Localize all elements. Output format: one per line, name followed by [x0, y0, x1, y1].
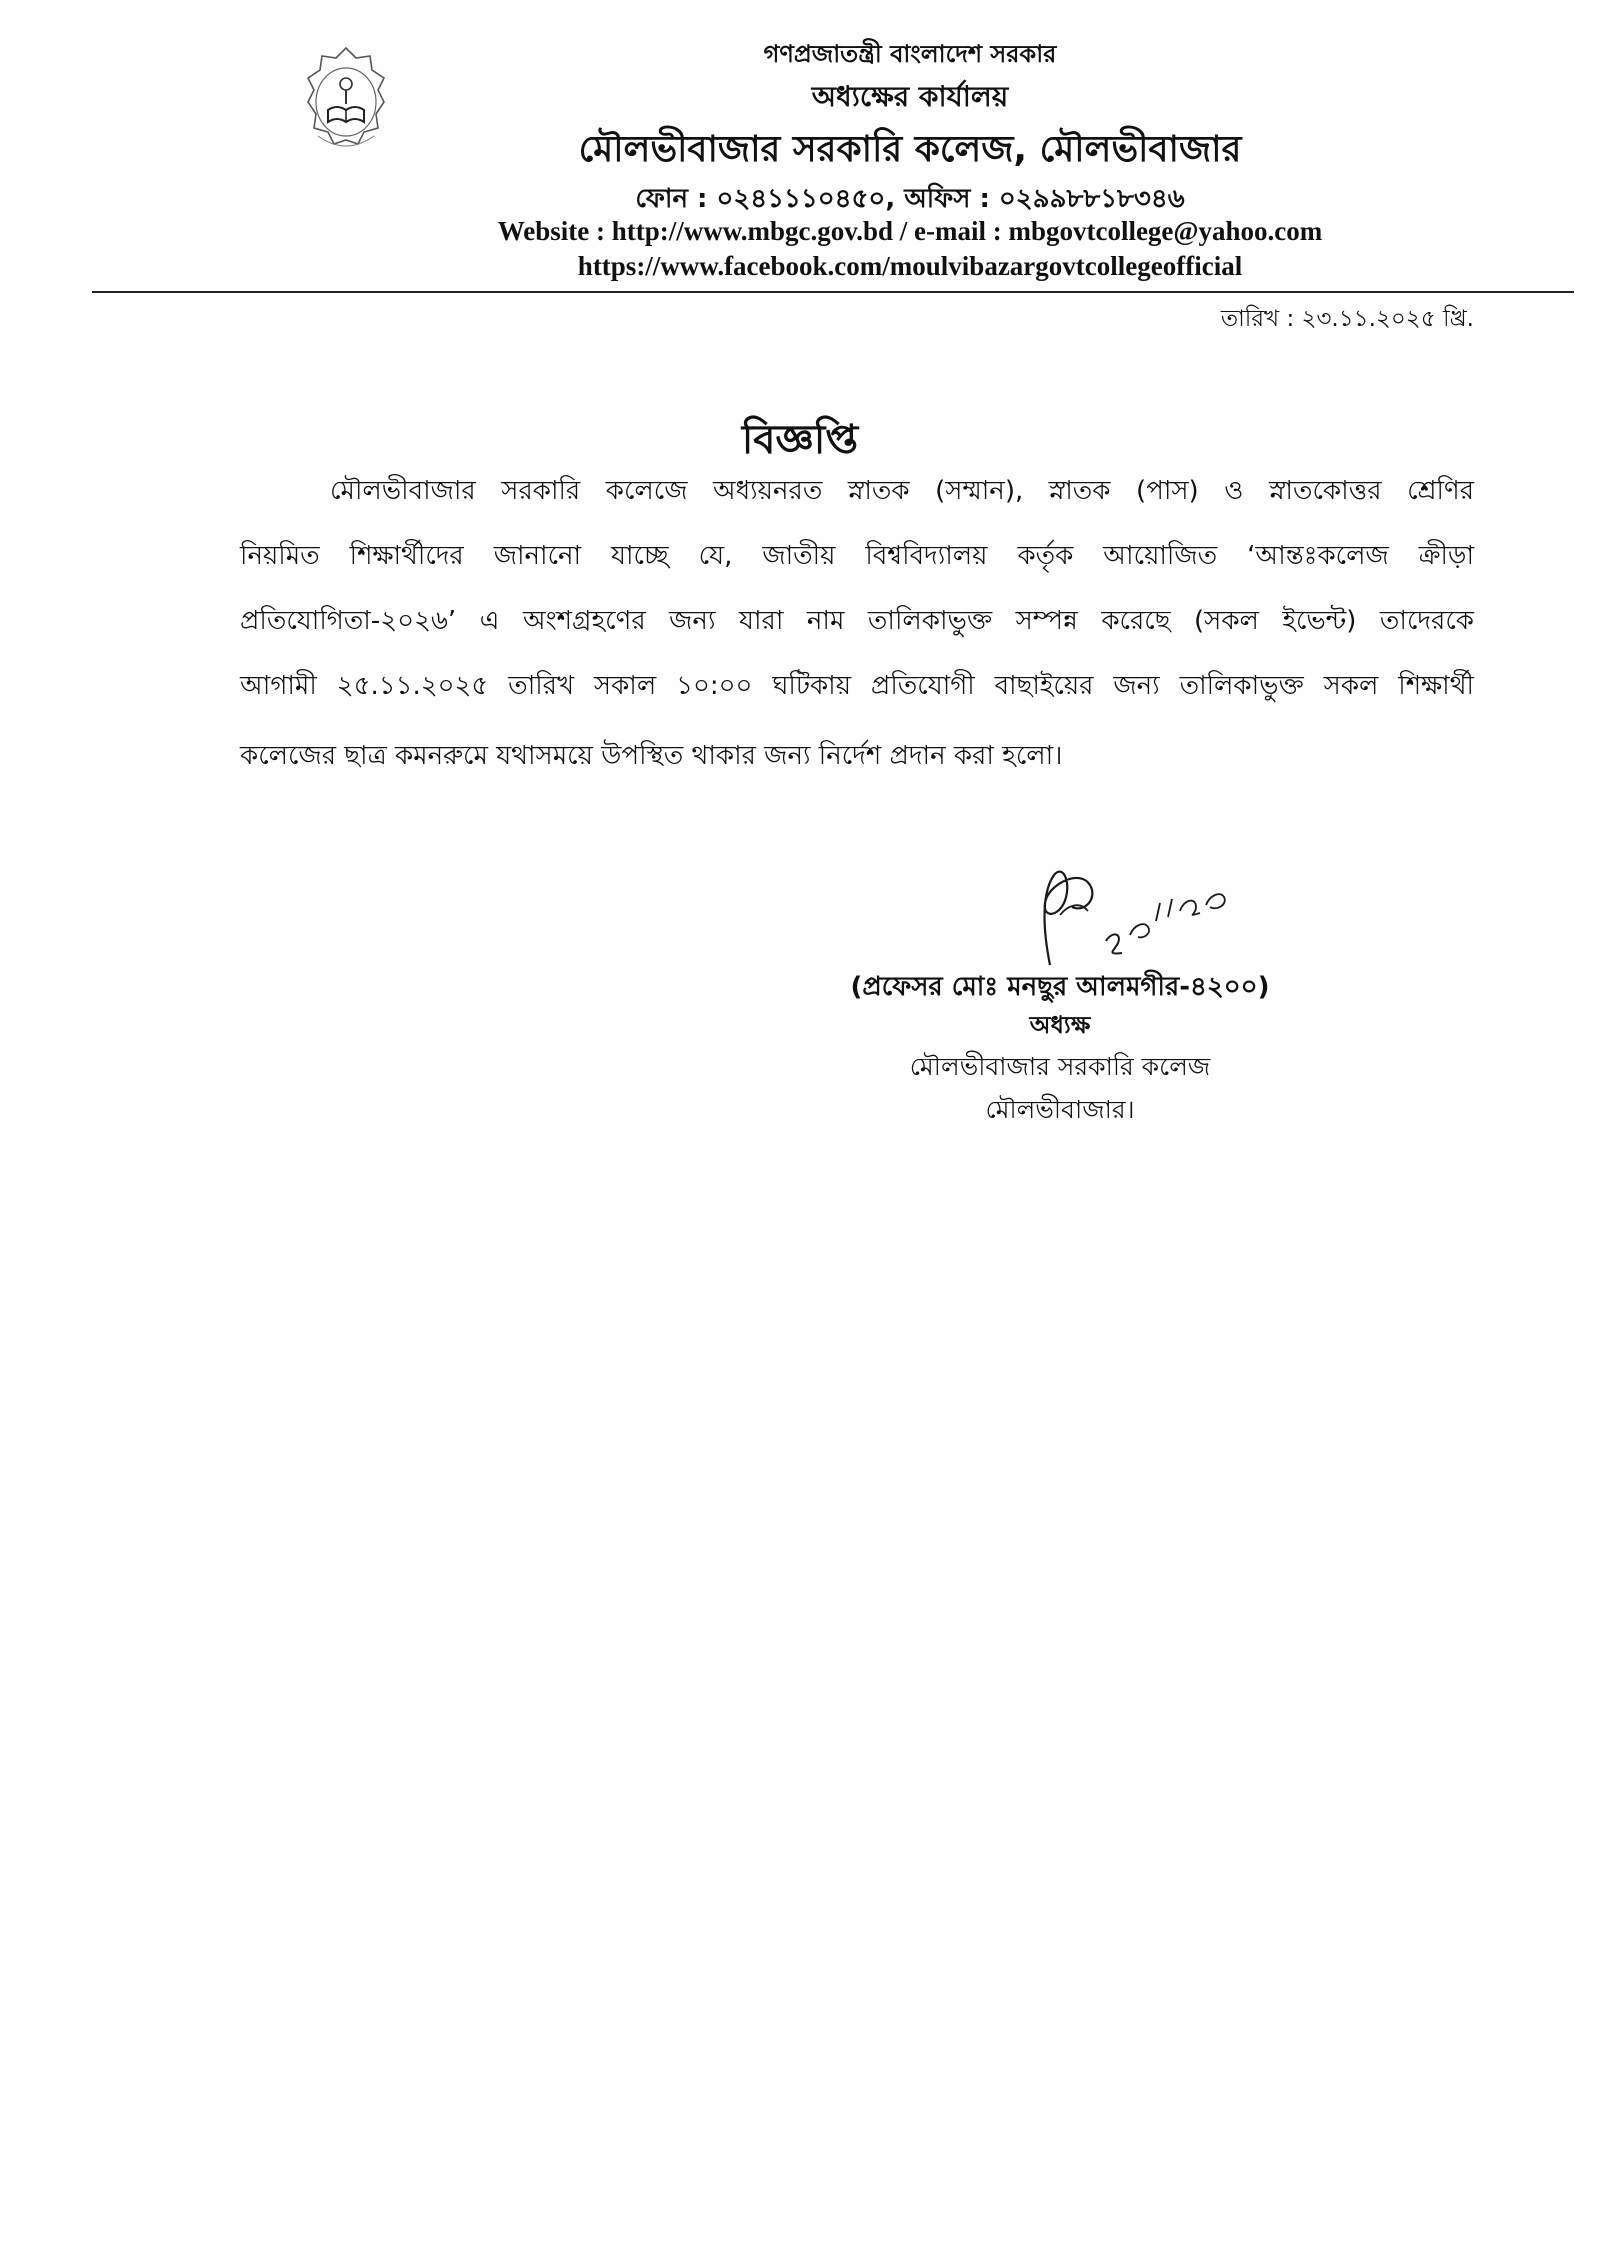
office-name: অধ্যক্ষের কার্যালয়: [811, 80, 1009, 113]
signatory-name: (প্রফেসর মোঃ মনছুর আলমগীর-৪২০০): [850, 972, 1270, 1002]
government-name: গণপ্রজাতন্ত্রী বাংলাদেশ সরকার: [763, 40, 1057, 68]
signatory-college: মৌলভীবাজার সরকারি কলেজ: [909, 1052, 1211, 1081]
facebook-link: https://www.facebook.com/moulvibazargovtcollegeofficial: [577, 251, 1243, 281]
college-name: মৌলভীবাজার সরকারি কলেজ, মৌলভীবাজার: [578, 129, 1242, 170]
header-divider: [92, 291, 1574, 293]
signatory-place: মৌলভীবাজার।: [985, 1095, 1135, 1124]
signatory-designation: অধ্যক্ষ: [1029, 1011, 1091, 1039]
notice-body-line: কলেজের ছাত্র কমনরুমে যথাসময়ে উপস্থিত থাকার জন্য নির্দেশ প্রদান করা হলো।: [240, 741, 1063, 771]
notice-date: তারিখ : ২৩.১১.২০২৫ খ্রি.: [1220, 306, 1474, 332]
phone-numbers: ফোন : ০২৪১১১০৪৫০, অফিস : ০২৯৯৮৮১৮৩৪৬: [635, 184, 1185, 214]
handwritten-signature: [1010, 855, 1240, 975]
notice-title: বিজ্ঞপ্তি: [741, 417, 859, 463]
notice-body-line: আগামী ২৫.১১.২০২৫ তারিখ সকাল ১০:০০ ঘটিকায় প্রতিযোগী বাছাইয়ের জন্য তালিকাভুক্ত সকল শিক্ষার্থী: [240, 671, 1474, 701]
notice-body-line: প্রতিযোগিতা-২০২৬’ এ অংশগ্রহণের জন্য যারা নাম তালিকাভুক্ত সম্পন্ন করেছে (সকল ইভেন্ট) তাদেরকে: [240, 606, 1474, 636]
notice-body-line: মৌলভীবাজার সরকারি কলেজে অধ্যয়নরত স্নাতক (সম্মান), স্নাতক (পাস) ও স্নাতকোত্তর শ্রেণির: [330, 476, 1474, 506]
notice-body-line: নিয়মিত শিক্ষার্থীদের জানানো যাচ্ছে যে, জাতীয় বিশ্ববিদ্যালয় কর্তৃক আয়োজিত ‘আন্তঃকলেজ ক্রীড়া: [240, 541, 1474, 571]
website-email: Website : http://www.mbgc.gov.bd / e-mail : mbgovtcollege@yahoo.com: [497, 216, 1323, 246]
